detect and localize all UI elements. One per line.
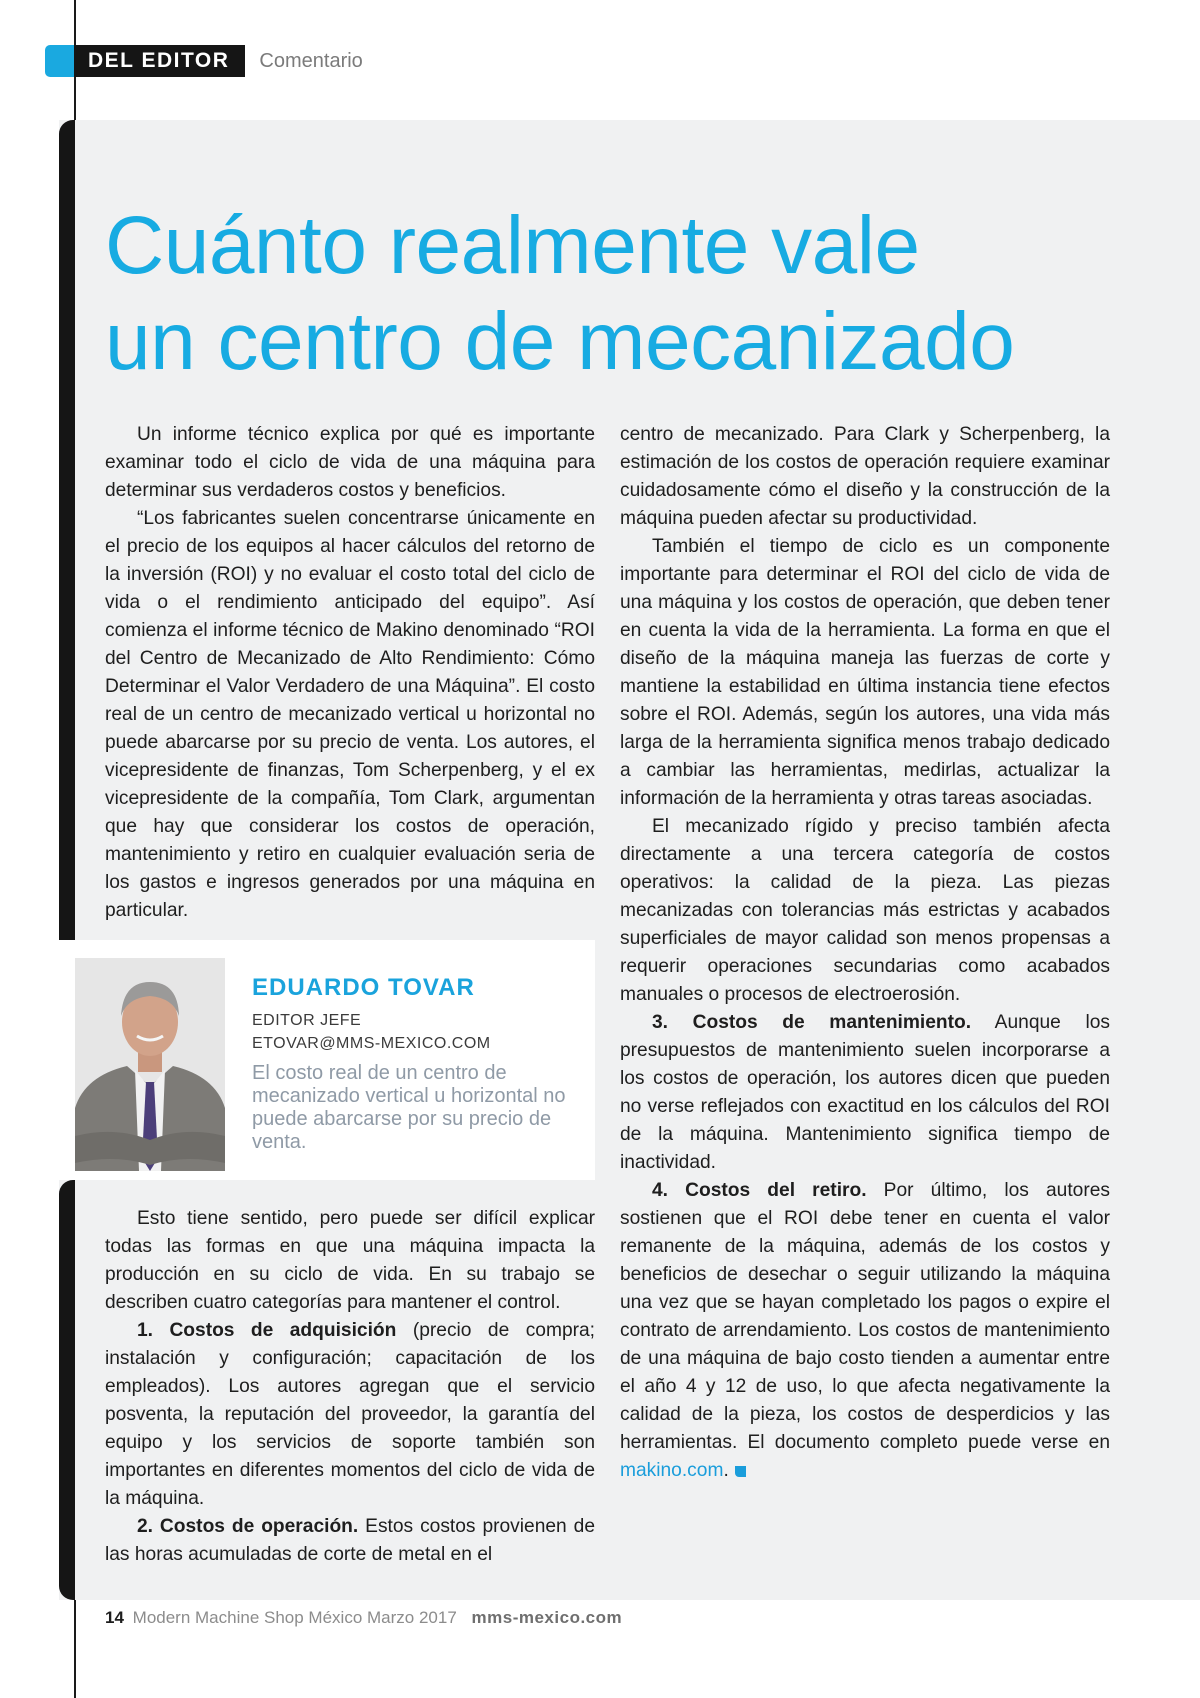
category-4-heading: 4. Costos del retiro. — [652, 1180, 867, 1201]
category-4-text: Por último, los autores sostienen que el ROI debe tener en cuenta el valor remanente de la máquina, además de los costos y beneficios de desechar o seguir utilizando la máquina una vez que se hayan completado los pagos o expire el contrato de arrendamiento. Los costos de mantenimiento de una máquina de bajo costo tienden a aumentar entre el año 4 y 12 de uso, lo que afecta negativamente la calidad de la pieza, los costos de desperdicios y las herramientas. El documento completo puede verse en — [620, 1180, 1110, 1453]
article-title — [105, 198, 1165, 390]
title-line-2: un centro de mecanizado — [105, 296, 1015, 387]
author-portrait-icon — [75, 958, 225, 1171]
category-1-text: (precio de compra; instalación y configuración; capacitación de los empleados). Los autores agregan que el servicio posventa, la reputación del proveedor, la garantía del equipo y los servicios de soporte también son importantes en diferentes momentos del ciclo de vida de la máquina. — [105, 1320, 596, 1509]
section-tag-accent — [45, 45, 74, 77]
title-line-1: Cuánto realmente vale — [105, 200, 920, 291]
column-left-bottom — [105, 1205, 595, 1569]
makino-link[interactable]: makino.com — [620, 1460, 724, 1481]
section-label: DEL EDITOR — [74, 45, 245, 77]
panel-tab-bottom — [59, 1180, 75, 1600]
cycle-time-paragraph: También el tiempo de ciclo es un componente importante para determinar el ROI del ciclo de vida de una máquina y los costos de operación, que deben tener en cuenta la vida de la herramienta. La forma en que el diseño de la máquina maneja las fuerzas de corte y mantiene la estabilidad en última instancia tiene efectos sobre el ROI. Además, según los autores, una vida más larga de la herramienta significa menos trabajo dedicado a cambiar las herramientas, medirlas, actualizar la información de la herramienta y otras tareas asociadas. — [620, 536, 1110, 809]
link-period: . — [723, 1460, 729, 1481]
column-right — [620, 421, 1110, 1485]
author-role: EDITOR JEFE — [252, 1012, 362, 1029]
author-card — [59, 940, 595, 1180]
category-2-text: Estos costos provienen de las horas acumuladas de corte de metal en el — [105, 1516, 595, 1565]
category-3-heading: 3. Costos de mantenimiento. — [652, 1012, 972, 1033]
section-tag — [45, 45, 363, 77]
category-2-heading: 2. Costos de operación. — [137, 1516, 359, 1537]
page-number: 14 — [105, 1608, 124, 1627]
author-email[interactable]: ETOVAR@MMS-MEXICO.COM — [252, 1035, 491, 1052]
categories-intro: Esto tiene sentido, pero puede ser difícil explicar todas las formas en que una máquina impacta la producción en su ciclo de vida. En su trabajo se describen cuatro categorías para mantener el control. — [105, 1208, 595, 1313]
part-quality-paragraph: El mecanizado rígido y preciso también afecta directamente a una tercera categoría de costos operativos: la calidad de la pieza. Las piezas mecanizadas con tolerancias más estrictas y acabados superficiales de mayor calidad son menos propensas a requerir operaciones secundarias como acabados manuales o procesos de electroerosión. — [620, 816, 1110, 1005]
category-1-heading: 1. Costos de adquisición — [137, 1320, 397, 1341]
page-footer — [105, 1608, 622, 1628]
category-3-text: Aunque los presupuestos de mantenimiento suelen incorporarse a los costos de operación, los autores dicen que pueden no verse reflejados con exactitud en los cálculos del ROI de la máquina. Mantenimiento significa tiempo de inactividad. — [620, 1012, 1110, 1173]
footer-website[interactable]: mms-mexico.com — [471, 1608, 623, 1627]
continued-paragraph: centro de mecanizado. Para Clark y Scherpenberg, la estimación de los costos de operación requiere examinar cuidadosamente cómo el diseño y la construcción de la máquina pueden afectar su productividad. — [620, 424, 1110, 529]
end-of-article-icon — [735, 1466, 746, 1477]
panel-tab-top — [59, 120, 75, 940]
publication-name: Modern Machine Shop México Marzo 2017 — [132, 1608, 457, 1627]
author-name: EDUARDO TOVAR — [252, 974, 475, 1001]
category-1 — [105, 1317, 595, 1513]
author-photo — [75, 958, 225, 1171]
category-4 — [620, 1177, 1110, 1485]
intro-paragraph: Un informe técnico explica por qué es importante examinar todo el ciclo de vida de una máquina para determinar sus verdaderos costos y beneficios. — [105, 424, 595, 501]
quote-paragraph: “Los fabricantes suelen concentrarse únicamente en el precio de los equipos al hacer cálculos del retorno de la inversión (ROI) y no evaluar el costo total del ciclo de vida o el rendimiento anticipado del equipo”. Así comienza el informe técnico de Makino denominado “ROI del Centro de Mecanizado de Alto Rendimiento: Cómo Determinar el Valor Verdadero de una Máquina”. El costo real de un centro de mecanizado vertical u horizontal no puede abarcarse por su precio de venta. Los autores, el vicepresidente de finanzas, Tom Scherpenberg, y el ex vicepresidente de la compañía, Tom Clark, argumentan que hay que considerar los costos de operación, mantenimiento y retiro en cualquier evaluación seria de los gastos e ingresos generados por una máquina en particular. — [105, 508, 595, 921]
pull-quote: El costo real de un centro de mecanizado vertical u horizontal no puede abarcarse por su precio de venta. — [252, 1062, 566, 1153]
column-left-top — [105, 421, 595, 925]
category-3 — [620, 1009, 1110, 1177]
category-2 — [105, 1513, 595, 1569]
section-sublabel: Comentario — [259, 49, 363, 72]
